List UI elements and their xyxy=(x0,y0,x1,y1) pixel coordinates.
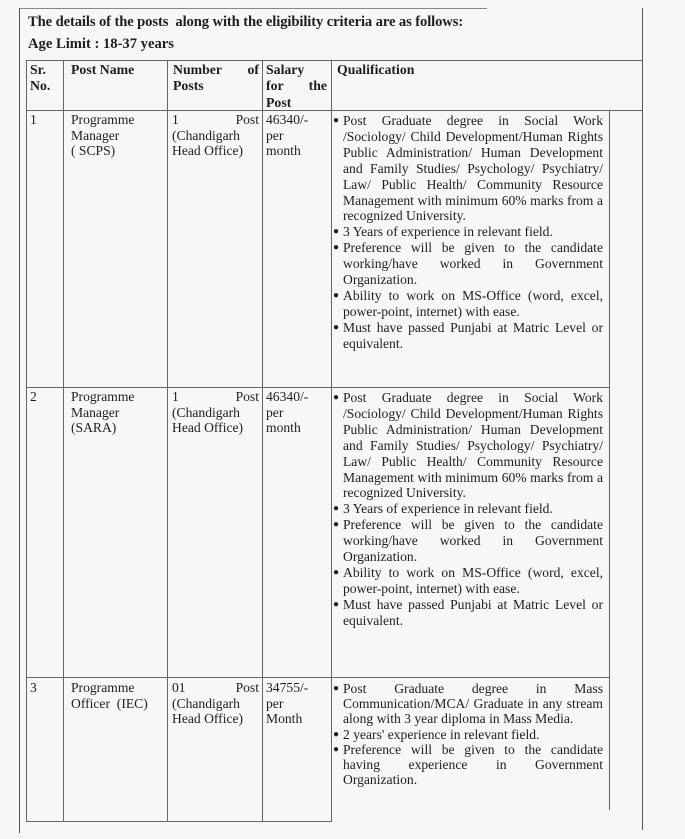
row1-posts-line3: Head Office) xyxy=(172,143,244,159)
bullet-icon: ● xyxy=(333,683,340,694)
qualification-item xyxy=(333,288,603,320)
qualification-text: Ability to work on MS-Office (word, excel, power-point, internet) with ease. xyxy=(343,287,603,319)
row3-posts-line1 xyxy=(172,680,259,696)
row2-posts-count: 1 xyxy=(172,389,179,404)
row3-post-name xyxy=(71,680,165,711)
row2-post-name-line3: (SARA) xyxy=(71,420,117,436)
bullet-icon: ● xyxy=(333,115,340,126)
header-of-word: of xyxy=(247,62,259,77)
row1-posts-line2: (Chandigarh xyxy=(172,127,240,143)
qualification-text: Preference will be given to the candidate working/have worked in Government Organization. xyxy=(343,240,603,288)
row1-posts-word: Post xyxy=(235,112,259,127)
row2-post-name xyxy=(71,389,165,436)
row3-post-name-line2: Officer (IEC) xyxy=(71,695,148,711)
qualification-item xyxy=(333,224,603,240)
row2-sr: 2 xyxy=(30,389,37,404)
row3-qualification xyxy=(333,681,603,787)
qualification-text: 3 Years of experience in relevant field. xyxy=(343,501,553,517)
qualification-text: Preference will be given to the candidate working/have worked in Government Organization. xyxy=(343,517,603,565)
header-salary xyxy=(266,62,327,111)
row3-salary-amount: 34755/- xyxy=(266,680,309,695)
header-number-of-posts xyxy=(173,62,259,95)
row2-number-of-posts xyxy=(172,389,259,436)
col-border-1 xyxy=(63,60,64,822)
header-salary-for: for xyxy=(266,78,284,94)
row1-sr: 1 xyxy=(30,112,37,127)
qualification-item xyxy=(333,742,603,788)
row1-post-name-line3: ( SCPS) xyxy=(71,143,116,159)
qualification-item xyxy=(333,320,603,352)
row2-salary-amount: 46340/- xyxy=(266,389,309,404)
qualification-item xyxy=(333,565,603,597)
frame-top-rule xyxy=(19,8,487,9)
row3-posts-count: 01 xyxy=(172,680,186,695)
bullet-icon: ● xyxy=(333,566,340,578)
col-border-left xyxy=(26,60,27,822)
row1-salary xyxy=(266,112,328,159)
row2-salary-period: month xyxy=(266,420,301,436)
bullet-icon: ● xyxy=(333,503,340,515)
row2-qualification-list xyxy=(333,390,603,629)
bullet-icon: ● xyxy=(333,519,340,531)
row3-salary xyxy=(266,680,328,727)
header-sr-line2: No. xyxy=(30,78,51,94)
qualification-item xyxy=(333,597,603,629)
qualification-item xyxy=(333,501,603,517)
qualification-item xyxy=(333,240,603,288)
row1-salary-amount: 46340/- xyxy=(266,112,309,127)
header-bottom-border xyxy=(26,110,642,111)
row1-post-name-line1: Programme xyxy=(71,112,135,127)
row3-salary-period: Month xyxy=(266,711,303,727)
row2-bottom-border xyxy=(26,677,609,678)
row2-qualification xyxy=(333,390,603,629)
row1-bottom-border xyxy=(26,387,609,388)
row2-post-name-line2: Manager xyxy=(71,404,120,420)
row3-posts-line2: (Chandigarh xyxy=(172,695,240,711)
header-salary-line2 xyxy=(266,78,327,94)
row3-qualification-list xyxy=(333,681,603,787)
qualification-item xyxy=(333,113,603,224)
col-border-inner-right xyxy=(609,110,610,810)
row1-post-name-line2: Manager xyxy=(71,127,120,143)
bullet-icon: ● xyxy=(333,392,340,403)
row1-qualification-list xyxy=(333,113,603,352)
qualification-item xyxy=(333,517,603,565)
col-border-4 xyxy=(331,60,332,822)
row3-number-of-posts xyxy=(172,680,259,727)
intro-heading: The details of the posts along with the eligibility criteria are as follows: xyxy=(28,14,464,30)
row1-posts-line1 xyxy=(172,112,259,128)
row3-posts-line3: Head Office) xyxy=(172,711,244,727)
header-number-word: Number xyxy=(173,62,223,77)
header-sr-line1: Sr. xyxy=(30,62,46,77)
qualification-text: 3 Years of experience in relevant field. xyxy=(343,224,553,240)
qualification-text: Must have passed Punjabi at Matric Level or equivalent. xyxy=(343,596,603,628)
row3-posts-word: Post xyxy=(235,680,259,695)
row1-number-of-posts xyxy=(172,112,259,159)
header-salary-line1: Salary xyxy=(266,62,305,77)
qualification-item xyxy=(333,390,603,501)
row2-posts-word: Post xyxy=(235,389,259,404)
header-sr-no xyxy=(30,62,62,95)
row2-posts-line2: (Chandigarh xyxy=(172,404,240,420)
row1-salary-period: month xyxy=(266,143,301,159)
bullet-icon: ● xyxy=(333,289,340,301)
header-post-name: Post Name xyxy=(71,62,135,77)
row3-sr: 3 xyxy=(30,680,37,695)
bullet-icon: ● xyxy=(333,743,340,755)
col-border-2 xyxy=(167,60,168,822)
col-border-3 xyxy=(262,60,263,822)
row2-posts-line1 xyxy=(172,389,259,405)
table-bottom-border xyxy=(26,821,331,822)
row1-salary-per: per xyxy=(266,127,284,143)
bullet-icon: ● xyxy=(333,728,340,740)
qualification-text: Preference will be given to the candidate having experience in Government Organization. xyxy=(343,741,603,788)
bullet-icon: ● xyxy=(333,242,340,254)
table-top-border xyxy=(26,60,642,61)
qualification-text: Must have passed Punjabi at Matric Level or equivalent. xyxy=(343,319,603,351)
header-salary-the: the xyxy=(308,78,327,94)
qualification-item xyxy=(333,681,603,727)
row2-posts-line3: Head Office) xyxy=(172,420,244,436)
row3-post-name-line1: Programme xyxy=(71,680,135,695)
bullet-icon: ● xyxy=(333,598,340,610)
qualification-text: Post Graduate degree in Mass Communication/MCA/ Graduate in any stream along with 3 year diploma in Mass Media. xyxy=(343,681,603,727)
header-posts-word: Posts xyxy=(173,78,204,94)
bullet-icon: ● xyxy=(333,321,340,333)
row1-post-name xyxy=(71,112,165,159)
frame-right-rule xyxy=(642,8,643,830)
row3-salary-per: per xyxy=(266,695,284,711)
bullet-icon: ● xyxy=(333,226,340,238)
qualification-item xyxy=(333,727,603,742)
qualification-text: Post Graduate degree in Social Work /Sociology/ Child Development/Human Rights Public Administration/ Human Development and Family Studies/ Psychology/ Psychiatry/ Law/ Public Health/ Community Resource Management with minimum 60% marks from a recognized University. xyxy=(343,390,603,501)
header-qualification: Qualification xyxy=(337,62,415,77)
header-number-line1 xyxy=(173,62,259,78)
row2-post-name-line1: Programme xyxy=(71,389,135,404)
qualification-text: Post Graduate degree in Social Work /Sociology/ Child Development/Human Rights Public Administration/ Human Development and Family Studies/ Psychology/ Psychiatry/ Law/ Public Health/ Community Resource Management with minimum 60% marks from a recognized University. xyxy=(343,113,603,224)
frame-left-rule xyxy=(19,8,20,833)
row2-salary-per: per xyxy=(266,404,284,420)
age-limit: Age Limit : 18-37 years xyxy=(28,36,174,52)
row1-qualification xyxy=(333,113,603,352)
qualification-text: 2 years' experience in relevant field. xyxy=(343,726,540,742)
header-salary-line3: Post xyxy=(266,94,292,110)
row2-salary xyxy=(266,389,328,436)
row1-posts-count: 1 xyxy=(172,112,179,127)
qualification-text: Ability to work on MS-Office (word, excel, power-point, internet) with ease. xyxy=(343,564,603,596)
